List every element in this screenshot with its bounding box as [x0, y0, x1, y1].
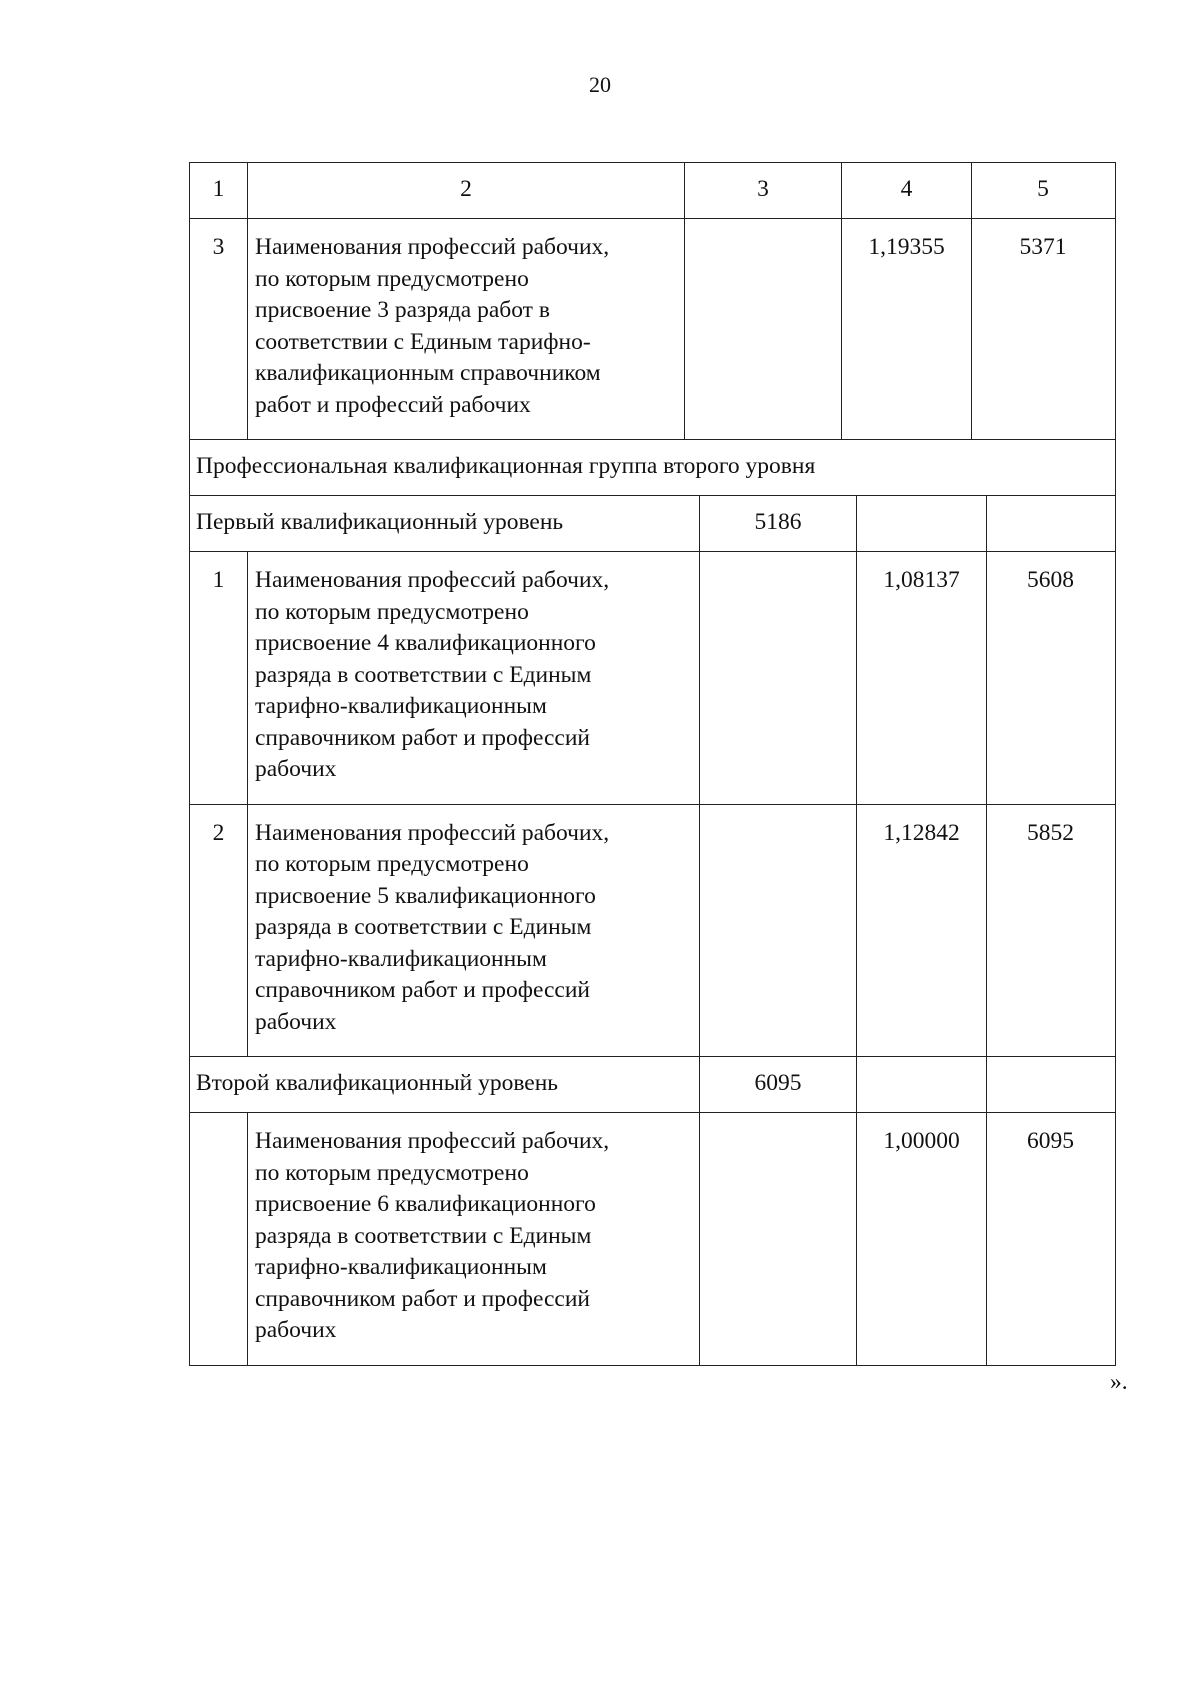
- base-salary-cell: [699, 1113, 856, 1365]
- profession-name: [247, 1113, 699, 1365]
- name-line: присвоение 3 разряда работ в: [255, 297, 550, 323]
- base-salary-cell: [699, 552, 856, 804]
- group-row: [190, 439, 1115, 495]
- level-row: [190, 495, 1115, 551]
- name-line: разряда в соответствии с Единым: [255, 914, 592, 940]
- name-line: присвоение 5 квалификационного: [255, 882, 596, 909]
- name-line: тарифно-квалификационным: [255, 1254, 547, 1280]
- level-title: Первый квалификационный уровень: [196, 509, 564, 535]
- name-line: присвоение 6 квалификационного: [255, 1191, 596, 1217]
- profession-name: [247, 219, 684, 439]
- table-row: [190, 804, 1115, 1057]
- group-title: Профессиональная квалификационная группа второго уровня: [196, 453, 816, 479]
- name-line: рабочих: [255, 756, 337, 782]
- name-line: справочником работ и профессий: [255, 977, 591, 1003]
- name-line: рабочих: [255, 1317, 337, 1343]
- level-base-salary: 6095: [699, 1057, 856, 1112]
- salary-cell: 6095: [986, 1113, 1114, 1365]
- name-line: тарифно-квалификационным: [255, 693, 547, 719]
- name-line: по которым предусмотрено: [255, 1159, 529, 1186]
- name-line: Наименования профессий рабочих,: [255, 567, 610, 593]
- name-line: присвоение 4 квалификационного: [255, 630, 596, 656]
- header-cell-5: 5: [971, 163, 1114, 218]
- coefficient-cell: 1,00000: [856, 1113, 986, 1365]
- table-row: [190, 218, 1115, 439]
- name-line: Наименования профессий рабочих,: [255, 819, 610, 846]
- empty-cell: [986, 496, 1114, 551]
- name-line: работ и профессий рабочих: [255, 391, 531, 418]
- name-line: соответствии с Единым тарифно-: [255, 328, 591, 355]
- name-line: справочником работ и профессий: [255, 1285, 591, 1312]
- closing-quote-mark: ».: [1110, 1369, 1128, 1395]
- profession-name: [247, 552, 699, 804]
- row-number: 3: [212, 234, 225, 260]
- base-salary-cell: [684, 219, 841, 439]
- salary-cell: 5371: [971, 219, 1114, 439]
- base-salary-cell: [699, 805, 856, 1057]
- table-row: [190, 1112, 1115, 1365]
- name-line: справочником работ и профессий: [255, 724, 591, 751]
- profession-name: [247, 805, 699, 1057]
- name-line: разряда в соответствии с Единым: [255, 1222, 592, 1249]
- coefficient-cell: 1,08137: [856, 552, 986, 804]
- empty-cell: [856, 1057, 986, 1112]
- name-line: Наименования профессий рабочих,: [255, 234, 610, 260]
- name-line: по которым предусмотрено: [255, 265, 529, 292]
- level-row: [190, 1056, 1115, 1112]
- row-number: 2: [212, 819, 225, 846]
- coefficient-cell: 1,12842: [856, 805, 986, 1057]
- salary-cell: 5852: [986, 805, 1114, 1057]
- table-row: [190, 551, 1115, 804]
- name-line: рабочих: [255, 1008, 337, 1035]
- empty-cell: [986, 1057, 1114, 1112]
- name-line: Наименования профессий рабочих,: [255, 1128, 610, 1154]
- name-line: по которым предусмотрено: [255, 851, 529, 877]
- header-cell-3: 3: [684, 163, 841, 218]
- tariff-table: [189, 162, 1116, 1366]
- page-number: 20: [589, 72, 611, 97]
- empty-cell: [856, 496, 986, 551]
- name-line: квалификационным справочником: [255, 360, 601, 386]
- table-header-row: [190, 163, 1115, 218]
- name-line: разряда в соответствии с Единым: [255, 661, 592, 688]
- row-number: 1: [212, 567, 225, 593]
- header-cell-4: 4: [841, 163, 971, 218]
- header-cell-1: 1: [212, 176, 225, 202]
- name-line: тарифно-квалификационным: [255, 945, 547, 972]
- coefficient-cell: 1,19355: [841, 219, 971, 439]
- level-title: Второй квалификационный уровень: [196, 1070, 559, 1096]
- header-cell-2: 2: [247, 163, 684, 218]
- level-base-salary: 5186: [699, 496, 856, 551]
- name-line: по которым предусмотрено: [255, 598, 529, 625]
- row-number: [190, 1113, 247, 1365]
- salary-cell: 5608: [986, 552, 1114, 804]
